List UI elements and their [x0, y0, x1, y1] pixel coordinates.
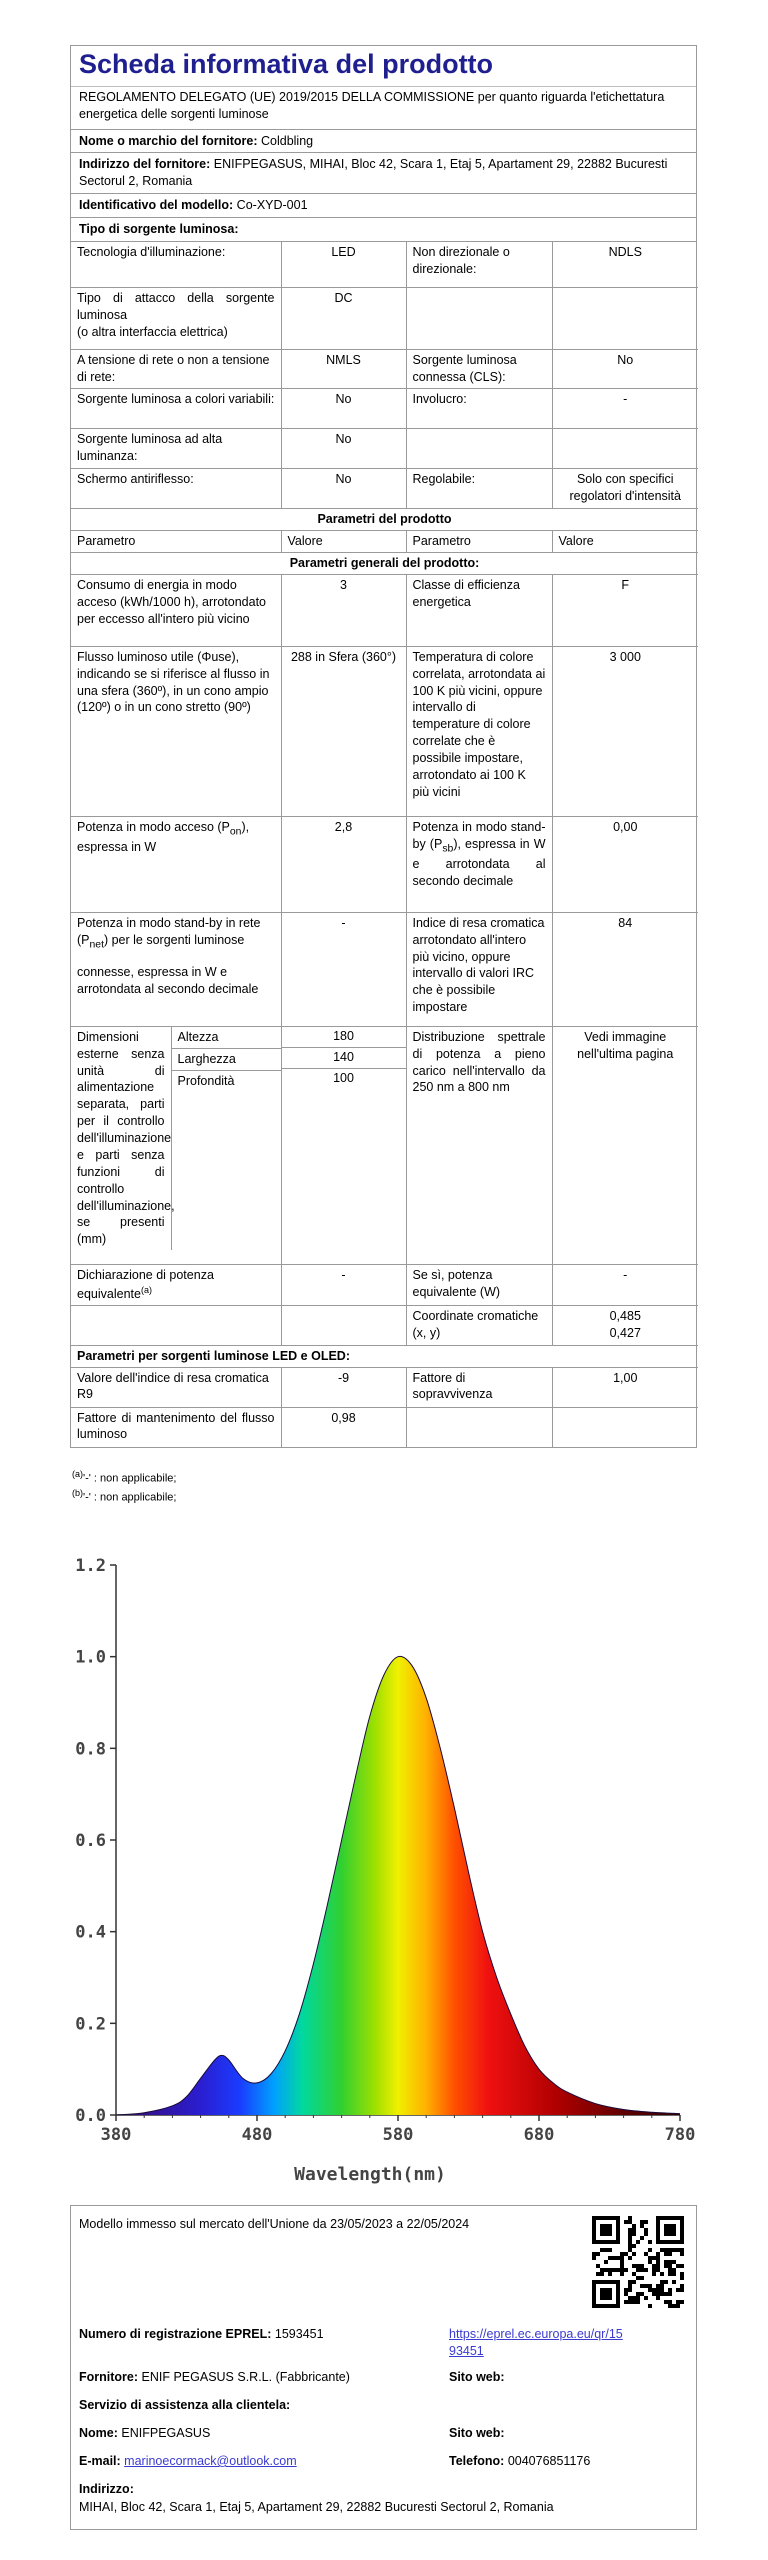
table-row	[71, 429, 698, 469]
table-row	[71, 912, 698, 1026]
x-tick-label: 580	[382, 2125, 414, 2145]
supplier-row	[79, 2369, 350, 2386]
param-label: Fattore di mantenimento del flusso luminoso	[71, 1407, 281, 1447]
footnote-text: '-' : non applicabile;	[83, 1472, 177, 1485]
spectrum-area	[116, 1656, 680, 2115]
y-tick-label: 0.8	[75, 1739, 106, 1760]
supplier-address-value: ENIFPEGASUS, MIHAI, Bloc 42, Scara 1, Etaj 5, Apartament 29, 22882 Bucuresti Sectorul 2, Romania	[79, 157, 668, 189]
param-value: 1,00	[552, 1367, 698, 1407]
y-tick-label: 0.4	[75, 1922, 106, 1943]
table-row	[71, 646, 698, 816]
table-row	[71, 288, 698, 350]
param-value: NMLS	[281, 350, 406, 389]
param-value	[552, 288, 698, 350]
email-label: E-mail:	[79, 2454, 121, 2468]
param-value: -	[281, 1264, 406, 1305]
param-value: DC	[281, 288, 406, 350]
param-value: -	[552, 1264, 698, 1305]
param-label: Tecnologia d'illuminazione:	[71, 242, 281, 288]
section-title: Parametri del prodotto	[71, 509, 698, 531]
table-row	[71, 1367, 698, 1407]
supplier-label: Fornitore:	[79, 2370, 139, 2384]
param-value: 3 000	[552, 646, 698, 816]
chroma-y: 0,427	[609, 1325, 641, 1340]
section-title: Parametri per sorgenti luminose LED e OLED:	[71, 1345, 698, 1367]
model-identifier-label: Identificativo del modello:	[79, 198, 234, 213]
address-row	[79, 2481, 134, 2498]
x-axis-label: Wavelength(nm)	[294, 2164, 446, 2185]
pon-label-b: ), espressa in W	[77, 819, 250, 855]
param-label: Consumo di energia in modo acceso (kWh/1000 h), arrotondato per eccesso all'intero più vicino	[71, 574, 281, 646]
model-identifier-value: Co-XYD-001	[236, 198, 308, 213]
dimensions-cell	[71, 1026, 281, 1264]
param-label: Indice di resa cromatica arrotondato all'intero più vicino, oppure intervallo di valori IRC che è possibile impostare	[406, 912, 552, 1026]
table-row	[71, 1305, 698, 1345]
param-label: Sorgente luminosa a colori variabili:	[71, 389, 281, 429]
name-label: Nome:	[79, 2426, 118, 2440]
dimensions-label: Dimensioni esterne senza unità di alimentazione separata, parti per il controllo dell'illuminazione e parti senza funzioni di controllo dell'illuminazione, se presenti (mm)	[71, 1027, 171, 1250]
y-tick-label: 0.6	[75, 1831, 106, 1851]
param-label-line: Tipo di attacco della sorgente luminosa	[77, 291, 275, 323]
supplier-brand-label: Nome o marchio del fornitore:	[79, 133, 258, 148]
param-label: Distribuzione spettrale di potenza a pieno carico nell'intervallo da 250 nm a 800 nm	[406, 1026, 552, 1264]
param-value: 0,00	[552, 816, 698, 912]
qr-code-icon[interactable]	[592, 2216, 684, 2308]
width-value: 140	[282, 1048, 406, 1069]
param-label: Classe di efficienza energetica	[406, 574, 552, 646]
param-value: 0,98	[281, 1407, 406, 1447]
footnotes	[72, 1468, 176, 1506]
depth-value: 100	[333, 1070, 354, 1085]
phone-label: Telefono:	[449, 2454, 505, 2468]
psb-label-a: Potenza in modo stand-by (P	[412, 819, 546, 851]
y-tick-label: 0.2	[75, 2014, 106, 2035]
param-label: Schermo antiriflesso:	[71, 469, 281, 509]
param-value: No	[281, 469, 406, 509]
psb-label-b: ), espressa in W e arrotondata al secondo decimale	[412, 836, 546, 889]
param-label: Se sì, potenza equivalente (W)	[406, 1264, 552, 1305]
table-row	[71, 242, 698, 288]
supplier-brand-row	[71, 130, 696, 154]
y-tick-label: 1.0	[75, 1647, 106, 1668]
model-identifier-row	[71, 194, 696, 218]
pon-subscript: on	[229, 826, 242, 838]
chroma-x: 0,485	[609, 1308, 641, 1323]
param-value: Solo con specifici regolatori d'intensità	[552, 469, 698, 509]
empty-cell	[281, 1305, 406, 1345]
param-value: NDLS	[552, 242, 698, 288]
table-row	[71, 1027, 281, 1048]
equiv-label: Dichiarazione di potenza equivalente	[77, 1267, 214, 1301]
website2-row	[449, 2425, 505, 2442]
dimensions-table	[71, 1027, 281, 1250]
x-tick-label: 780	[664, 2125, 696, 2145]
service-label: Servizio di assistenza alla clientela:	[79, 2398, 291, 2412]
footnote-text: '-' : non applicabile;	[83, 1491, 177, 1504]
x-tick-label: 380	[100, 2125, 132, 2145]
footnote-marker: (a)	[72, 1469, 83, 1479]
supplier-address-label: Indirizzo del fornitore:	[79, 157, 211, 172]
spectral-distribution-chart	[70, 1545, 697, 2190]
table-row	[71, 816, 698, 912]
address-label: Indirizzo:	[79, 2482, 134, 2496]
product-information-sheet	[70, 45, 697, 1448]
param-label	[71, 912, 281, 1026]
website2-label: Sito web:	[449, 2426, 505, 2440]
table-row	[71, 389, 698, 429]
eprel-label: Numero di registrazione EPREL:	[79, 2327, 272, 2341]
height-label: Altezza	[171, 1027, 281, 1048]
empty-cell	[71, 1305, 281, 1345]
empty-cell	[171, 1091, 281, 1250]
param-label: Flusso luminoso utile (Φuse), indicando se si riferisce al flusso in una sfera (360º), in un cono ampio (120º) o in un cono stretto (90º)	[71, 646, 281, 816]
table-row	[71, 1407, 698, 1447]
light-source-type-row	[71, 218, 696, 242]
eprel-row	[79, 2326, 324, 2343]
height-value: 180	[282, 1027, 406, 1048]
param-value: Vedi immagine nell'ultima pagina	[552, 1026, 698, 1264]
address-value: MIHAI, Bloc 42, Scara 1, Etaj 5, Apartament 29, 22882 Bucuresti Sectorul 2, Romania	[79, 2500, 554, 2514]
x-tick-label: 680	[523, 2125, 555, 2145]
param-value: LED	[281, 242, 406, 288]
x-tick-label: 480	[241, 2125, 273, 2145]
name-row	[79, 2425, 210, 2442]
param-label	[71, 1264, 281, 1305]
param-value: 3	[281, 574, 406, 646]
equiv-footnote: (a)	[140, 1284, 152, 1295]
light-source-type-label: Tipo di sorgente luminosa:	[79, 222, 239, 236]
param-label-line: (o altra interfaccia elettrica)	[77, 325, 228, 340]
section-header-row	[71, 509, 698, 531]
param-label	[406, 816, 552, 912]
param-label: Temperatura di colore correlata, arrotondata ai 100 K più vicini, oppure intervallo di temperature di colore correlate che è possibile impostare, arrotondato ai 100 K più vicini	[406, 646, 552, 816]
param-label: A tensione di rete o non a tensione di rete:	[71, 350, 281, 389]
pnet-label-b: ) per le sorgenti luminose	[103, 932, 245, 947]
param-label	[71, 288, 281, 350]
supplier-address-row	[71, 153, 696, 194]
param-value: -	[281, 912, 406, 1026]
param-value	[552, 429, 698, 469]
psb-subscript: sb	[442, 843, 454, 855]
email-link[interactable]: marinoecormack@outlook.com	[124, 2454, 297, 2468]
param-label	[406, 429, 552, 469]
param-value	[552, 1305, 698, 1345]
param-value: -9	[281, 1367, 406, 1407]
param-label: Regolabile:	[406, 469, 552, 509]
spectrum-svg	[70, 1545, 697, 2190]
supplier-value: ENIF PEGASUS S.R.L. (Fabbricante)	[141, 2370, 350, 2384]
y-tick-label: 1.2	[75, 1556, 106, 1576]
section-header-row	[71, 1345, 698, 1367]
supplier-brand-value: Coldbling	[260, 133, 314, 148]
param-label: Sorgente luminosa connessa (CLS):	[406, 350, 552, 389]
table-row	[71, 1026, 698, 1264]
service-row	[79, 2397, 290, 2414]
param-label: Sorgente luminosa ad alta luminanza:	[71, 429, 281, 469]
param-value: 84	[552, 912, 698, 1026]
table-row	[71, 469, 698, 509]
pnet-label-a: Potenza in modo stand-by in rete (P	[77, 915, 261, 947]
column-header-row	[71, 531, 698, 553]
phone-value: 004076851176	[507, 2454, 591, 2468]
eprel-value: 1593451	[274, 2327, 324, 2341]
pon-label-a: Potenza in modo acceso (P	[77, 819, 230, 834]
footnote-marker: (b)	[72, 1488, 83, 1499]
footnote-b	[72, 1487, 176, 1506]
column-header: Parametro	[406, 531, 552, 553]
email-row	[79, 2453, 297, 2470]
website-label: Sito web:	[449, 2370, 505, 2384]
depth-label: Profondità	[171, 1070, 281, 1091]
param-value: No	[281, 389, 406, 429]
param-label: Non direzionale o direzionale:	[406, 242, 552, 288]
param-value: No	[281, 429, 406, 469]
pnet-label-c: connesse, espressa in W e arrotondata al secondo decimale	[77, 965, 259, 997]
empty-cell	[406, 1407, 552, 1447]
width-label: Larghezza	[171, 1048, 281, 1070]
market-text: Modello immesso sul mercato dell'Unione da 23/05/2023 a 22/05/2024	[79, 2217, 470, 2231]
dimensions-values-cell	[281, 1026, 406, 1264]
param-label	[71, 816, 281, 912]
section-title: Parametri generali del prodotto:	[71, 552, 698, 574]
column-header: Valore	[281, 531, 406, 553]
param-value: No	[552, 350, 698, 389]
param-value: 288 in Sfera (360°)	[281, 646, 406, 816]
param-value: -	[552, 389, 698, 429]
param-label	[406, 288, 552, 350]
footer-box	[70, 2205, 697, 2530]
param-value: F	[552, 574, 698, 646]
website-row	[449, 2369, 505, 2386]
param-label: Involucro:	[406, 389, 552, 429]
page-title: Scheda informativa del prodotto	[71, 46, 696, 87]
y-tick-label: 0.0	[75, 2106, 106, 2126]
type-table	[71, 242, 698, 1447]
column-header: Valore	[552, 531, 698, 553]
regulation-intro: REGOLAMENTO DELEGATO (UE) 2019/2015 DELLA COMMISSIONE per quanto riguarda l'etichettatura energetica delle sorgenti luminose	[71, 87, 696, 130]
table-row	[71, 1264, 698, 1305]
footnote-a	[72, 1468, 176, 1487]
eprel-link[interactable]: https://eprel.ec.europa.eu/qr/1593451	[449, 2327, 623, 2358]
name-value: ENIFPEGASUS	[121, 2426, 211, 2440]
pnet-subscript: net	[89, 939, 104, 951]
table-row	[71, 350, 698, 389]
empty-cell	[552, 1407, 698, 1447]
section-header-row	[71, 552, 698, 574]
column-header: Parametro	[71, 531, 281, 553]
table-row	[71, 574, 698, 646]
phone-row	[449, 2453, 590, 2470]
param-label: Valore dell'indice di resa cromatica R9	[71, 1367, 281, 1407]
param-label: Coordinate cromatiche (x, y)	[406, 1305, 552, 1345]
param-label: Fattore di sopravvivenza	[406, 1367, 552, 1407]
param-value: 2,8	[281, 816, 406, 912]
